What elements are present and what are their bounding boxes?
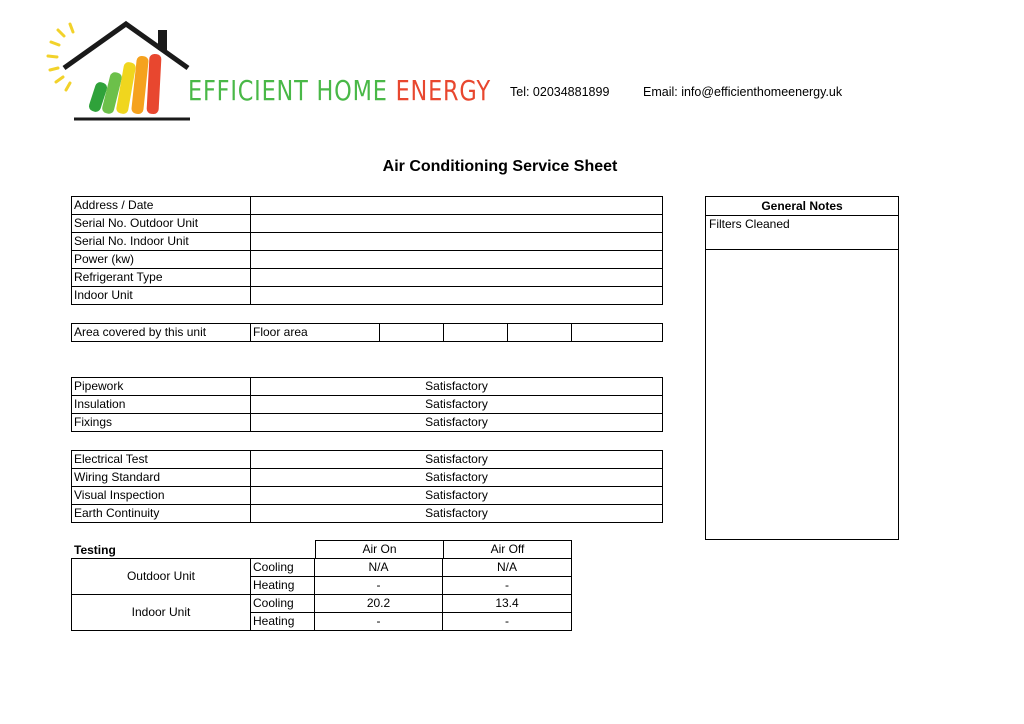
row-label: Refrigerant Type [72,269,251,287]
installation-checks-table [71,377,663,432]
page-title: Air Conditioning Service Sheet [382,158,618,175]
brand-name [188,74,491,107]
row-label: Indoor Unit [72,287,251,305]
air-off-value: - [443,613,572,631]
testing-label: Testing [74,543,116,557]
electrical-checks-table [71,450,663,523]
contact-email: Email: info@efficienthomeenergy.uk [643,85,843,99]
col-air-off: Air Off [444,541,572,559]
table-row [72,197,663,215]
table-row [72,487,663,505]
air-off-value: - [443,577,572,595]
house-logo-icon [44,20,194,124]
check-status: Satisfactory [251,487,663,505]
area-table [71,323,663,342]
row-label: Serial No. Indoor Unit [72,233,251,251]
col-air-on: Air On [316,541,444,559]
check-label: Insulation [72,396,251,414]
check-status: Satisfactory [251,469,663,487]
air-off-value: 13.4 [443,595,572,613]
general-notes-box [705,196,899,540]
table-row [72,469,663,487]
mode-label: Heating [251,613,315,631]
notes-text: Filters Cleaned [706,216,898,250]
area-cell [380,324,444,342]
area-label: Area covered by this unit [72,324,251,342]
check-label: Earth Continuity [72,505,251,523]
check-status: Satisfactory [251,378,663,396]
row-value [251,269,663,287]
check-label: Pipework [72,378,251,396]
mode-label: Cooling [251,559,315,577]
check-status: Satisfactory [251,396,663,414]
table-row [72,451,663,469]
table-row [72,595,572,613]
contact-phone: Tel: 02034881899 [510,85,610,99]
row-label: Power (kw) [72,251,251,269]
unit-name: Indoor Unit [72,595,251,631]
check-label: Fixings [72,414,251,432]
unit-name: Outdoor Unit [72,559,251,595]
brand-name-part1: EFFICIENT HOME [188,74,388,107]
check-status: Satisfactory [251,505,663,523]
mode-label: Cooling [251,595,315,613]
table-row [72,215,663,233]
notes-title: General Notes [706,197,898,216]
table-row [72,287,663,305]
table-row [72,414,663,432]
air-on-value: 20.2 [315,595,443,613]
table-row [72,324,663,342]
table-row [72,233,663,251]
company-logo [44,20,491,124]
check-label: Visual Inspection [72,487,251,505]
area-cell [444,324,508,342]
air-on-value: - [315,577,443,595]
table-row [72,396,663,414]
brand-name-part2: ENERGY [395,74,491,107]
table-row [72,378,663,396]
mode-label: Heating [251,577,315,595]
testing-table [71,558,572,631]
row-value [251,251,663,269]
air-off-value: N/A [443,559,572,577]
floor-area-label: Floor area [251,324,380,342]
details-table [71,196,663,305]
row-label: Address / Date [72,197,251,215]
table-row [72,269,663,287]
table-row [72,505,663,523]
check-label: Electrical Test [72,451,251,469]
area-cell [508,324,572,342]
check-status: Satisfactory [251,414,663,432]
row-value [251,197,663,215]
row-value [251,215,663,233]
air-on-value: - [315,613,443,631]
row-value [251,233,663,251]
check-label: Wiring Standard [72,469,251,487]
row-value [251,287,663,305]
testing-header [315,540,572,559]
check-status: Satisfactory [251,451,663,469]
table-row [72,251,663,269]
area-cell [572,324,663,342]
table-row [72,559,572,577]
air-on-value: N/A [315,559,443,577]
row-label: Serial No. Outdoor Unit [72,215,251,233]
table-row [316,541,572,559]
